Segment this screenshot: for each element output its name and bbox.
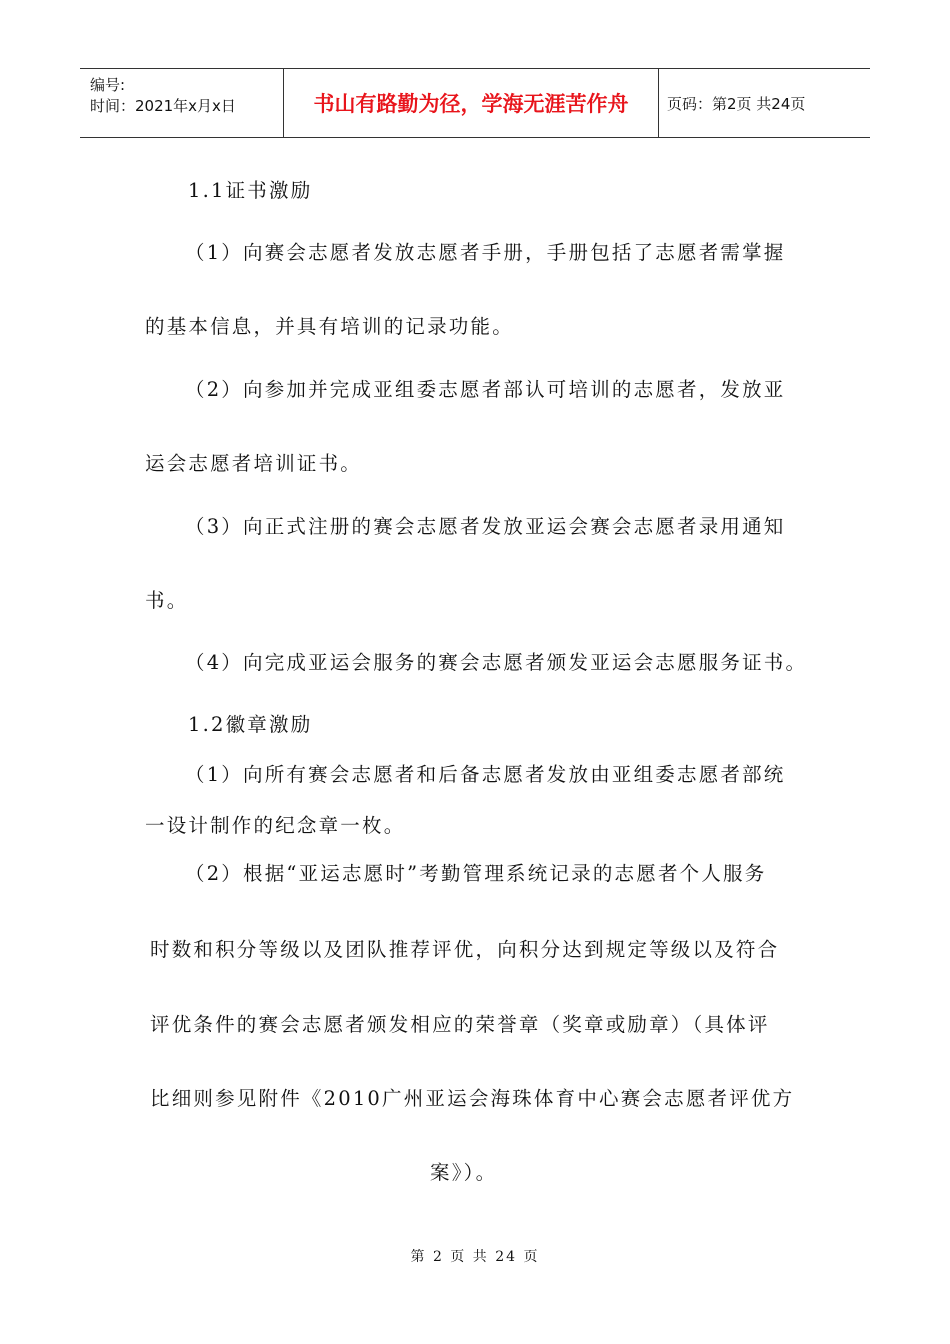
- serial-label: 编号:: [90, 76, 126, 94]
- paragraph-line: 书。: [145, 589, 189, 612]
- page-footer: 第 2 页 共 24 页: [410, 1249, 540, 1265]
- paragraph-line: 评优条件的赛会志愿者颁发相应的荣誉章（奖章或励章）（具体评: [150, 1013, 770, 1036]
- paragraph-line: 的基本信息，并具有培训的记录功能。: [145, 315, 514, 338]
- paragraph-line: （1）向所有赛会志愿者和后备志愿者发放由亚组委志愿者部统: [185, 763, 786, 786]
- paragraph-line: （4）向完成亚运会服务的赛会志愿者颁发亚运会志愿服务证书。: [185, 651, 808, 674]
- paragraph-line: 一设计制作的纪念章一枚。: [145, 814, 406, 837]
- header-motto: 书山有路勤为径，学海无涯苦作舟: [283, 69, 659, 137]
- paragraph-line: （1）向赛会志愿者发放志愿者手册，手册包括了志愿者需掌握: [185, 241, 786, 264]
- section-heading-1-1: 1.1证书激励: [188, 179, 313, 202]
- section-heading-1-2: 1.2徽章激励: [188, 713, 313, 736]
- paragraph-line: 案》）。: [430, 1161, 498, 1184]
- time-label: 时间：2021年x月x日: [90, 97, 236, 115]
- paragraph-line: 运会志愿者培训证书。: [145, 452, 363, 475]
- paragraph-line: （3）向正式注册的赛会志愿者发放亚运会赛会志愿者录用通知: [185, 515, 786, 538]
- document-header: [80, 68, 870, 138]
- paragraph-line: 时数和积分等级以及团队推荐评优，向积分达到规定等级以及符合: [150, 938, 780, 961]
- paragraph-line: （2）根据“亚运志愿时”考勤管理系统记录的志愿者个人服务: [185, 862, 767, 885]
- header-meta: [80, 69, 283, 137]
- paragraph-line: （2）向参加并完成亚组委志愿者部认可培训的志愿者，发放亚: [185, 378, 786, 401]
- paragraph-line: 比细则参见附件《2010广州亚运会海珠体育中心赛会志愿者评优方: [150, 1087, 795, 1110]
- header-page-info: 页码：第2页 共24页: [667, 94, 806, 113]
